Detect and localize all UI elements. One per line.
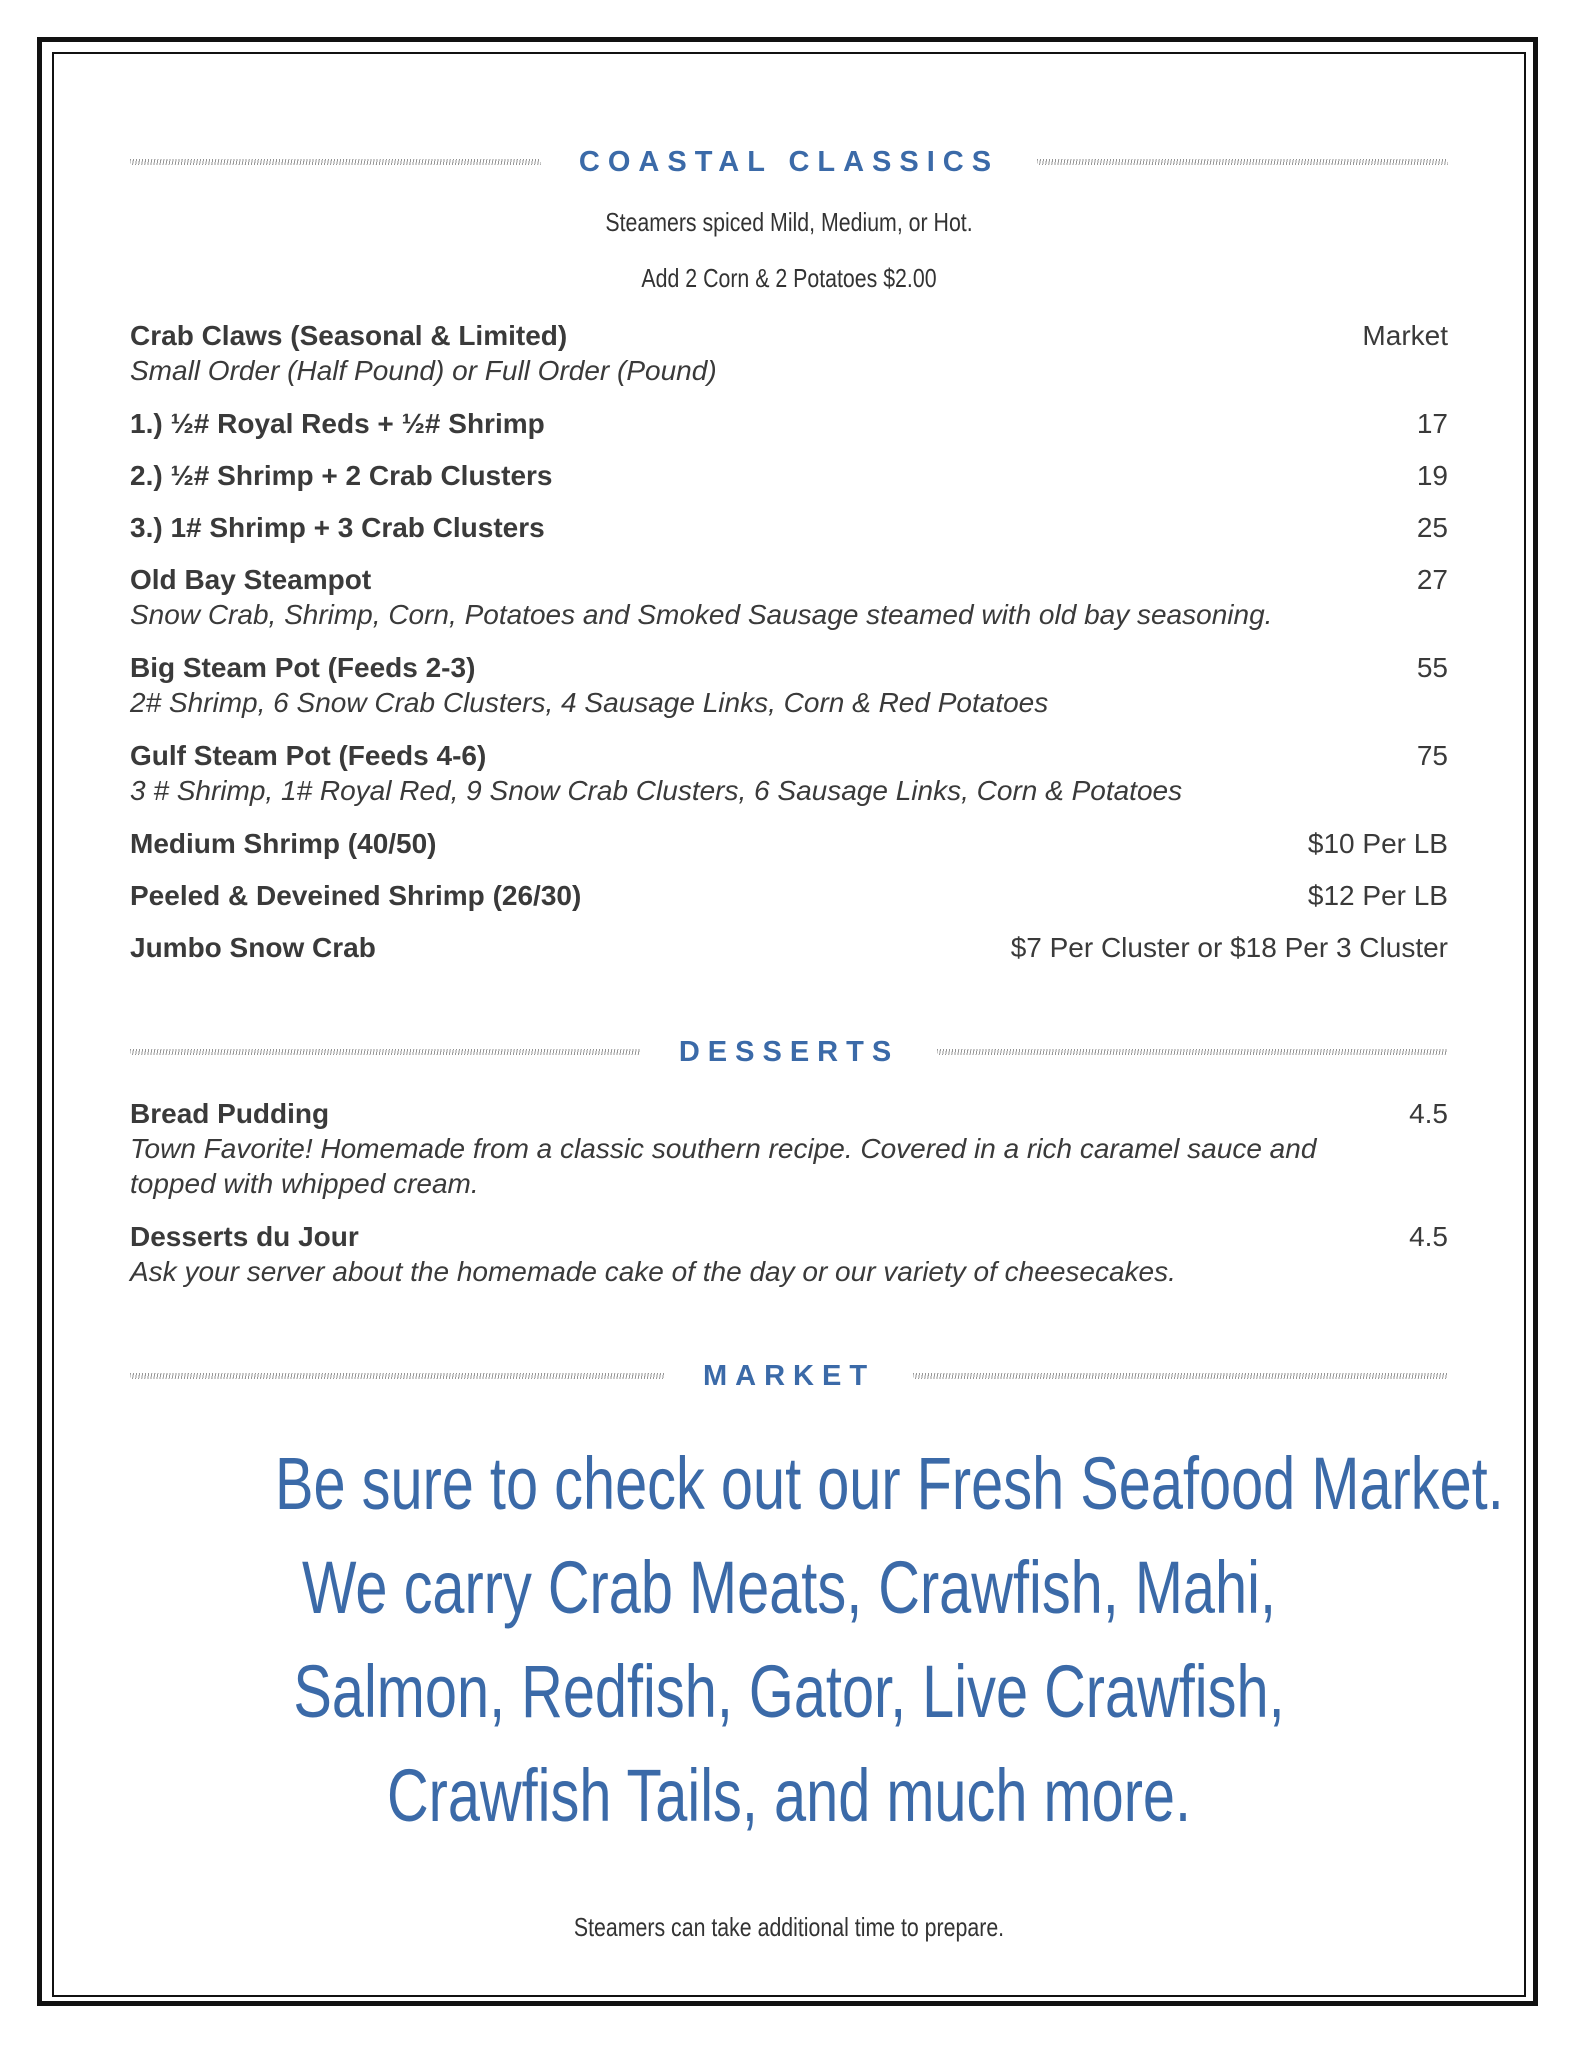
menu-item xyxy=(130,562,1448,632)
item-price: Market xyxy=(1362,320,1448,351)
item-price: 55 xyxy=(1416,652,1448,683)
menu-item xyxy=(130,878,1448,913)
item-price: 4.5 xyxy=(1409,1098,1448,1129)
item-price: $10 Per LB xyxy=(1307,828,1448,859)
item-price: 27 xyxy=(1416,564,1448,595)
item-name: Crab Claws (Seasonal & Limited) xyxy=(130,320,568,351)
divider-right xyxy=(937,1049,1448,1055)
menu-item xyxy=(130,318,1448,388)
item-description: Ask your server about the homemade cake of the day or our variety of cheesecakes. xyxy=(130,1256,1176,1287)
item-name: Peeled & Deveined Shrimp (26/30) xyxy=(130,880,582,911)
market-line: Salmon, Redfish, Gator, Live Crawfish, xyxy=(293,1650,1285,1733)
item-price: 19 xyxy=(1416,460,1448,491)
item-description: 2# Shrimp, 6 Snow Crab Clusters, 4 Sausage Links, Corn & Red Potatoes xyxy=(130,687,1049,718)
item-description: Snow Crab, Shrimp, Corn, Potatoes and Smoked Sausage steamed with old bay seasoning. xyxy=(130,599,1273,630)
menu-item xyxy=(130,930,1448,965)
divider-left xyxy=(130,1373,665,1379)
item-description: Town Favorite! Homemade from a classic southern recipe. Covered in a rich caramel sauce and topped with whipped cream. xyxy=(130,1133,1317,1199)
item-name: 2.) ½# Shrimp + 2 Crab Clusters xyxy=(130,460,553,491)
steamers-spice-note: Steamers spiced Mild, Medium, or Hot. xyxy=(605,207,973,237)
item-name: Jumbo Snow Crab xyxy=(130,932,376,963)
menu-item xyxy=(130,738,1448,808)
market-line: We carry Crab Meats, Crawfish, Mahi, xyxy=(301,1546,1277,1629)
item-name: Gulf Steam Pot (Feeds 4-6) xyxy=(130,740,487,771)
divider-right xyxy=(913,1373,1448,1379)
item-price: 4.5 xyxy=(1409,1221,1448,1252)
divider-left xyxy=(130,159,541,165)
section-title: DESSERTS xyxy=(678,1035,900,1068)
market-line: Crawfish Tails, and much more. xyxy=(386,1754,1192,1837)
item-price: 17 xyxy=(1416,408,1448,439)
item-description: Small Order (Half Pound) or Full Order (Pound) xyxy=(130,355,717,386)
footer-note: Steamers can take additional time to prepare. xyxy=(573,1912,1005,1942)
menu-item xyxy=(130,650,1448,720)
add-corn-potatoes-note: Add 2 Corn & 2 Potatoes $2.00 xyxy=(641,263,937,293)
item-price: 75 xyxy=(1416,740,1448,771)
menu-item xyxy=(130,1219,1448,1289)
section-title: COASTAL CLASSICS xyxy=(578,145,1000,178)
menu-item xyxy=(130,1096,1448,1201)
section-title: MARKET xyxy=(702,1359,876,1392)
item-name: 1.) ½# Royal Reds + ½# Shrimp xyxy=(130,408,545,439)
item-name: Old Bay Steampot xyxy=(130,564,372,595)
market-line: Be sure to check out our Fresh Seafood Market. xyxy=(274,1442,1504,1525)
section-header-market xyxy=(130,1356,1448,1396)
menu-item xyxy=(130,458,1448,493)
section-header-coastal-classics xyxy=(130,142,1448,182)
item-name: 3.) 1# Shrimp + 3 Crab Clusters xyxy=(130,512,545,543)
item-price: $12 Per LB xyxy=(1307,880,1448,911)
section-header-desserts xyxy=(130,1032,1448,1072)
divider-left xyxy=(130,1049,641,1055)
divider-right xyxy=(1037,159,1448,165)
item-description: 3 # Shrimp, 1# Royal Red, 9 Snow Crab Clusters, 6 Sausage Links, Corn & Potatoes xyxy=(130,775,1183,806)
item-price: $7 Per Cluster or $18 Per 3 Cluster xyxy=(1010,932,1448,963)
item-name: Medium Shrimp (40/50) xyxy=(130,828,437,859)
item-price: 25 xyxy=(1416,512,1448,543)
menu-item xyxy=(130,826,1448,861)
item-name: Desserts du Jour xyxy=(130,1221,359,1252)
menu-item xyxy=(130,406,1448,441)
item-name: Big Steam Pot (Feeds 2-3) xyxy=(130,652,476,683)
market-promo xyxy=(130,1432,1504,1848)
menu-item xyxy=(130,510,1448,545)
item-name: Bread Pudding xyxy=(130,1098,330,1129)
